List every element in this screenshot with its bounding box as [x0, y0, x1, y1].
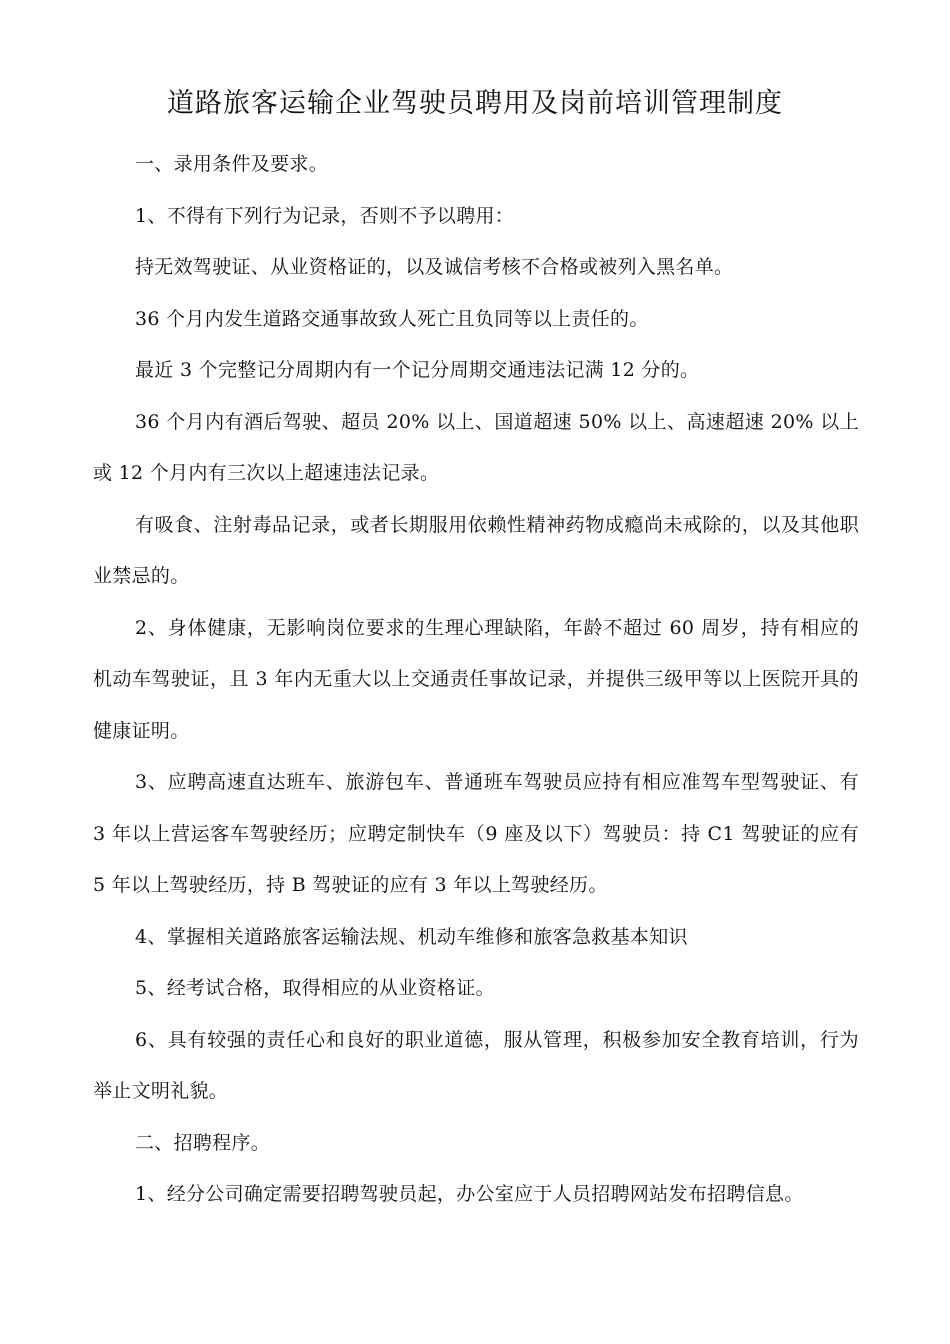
document-body — [93, 139, 859, 1221]
paragraph: 有吸食、注射毒品记录，或者长期服用依赖性精神药物成瘾尚未戒除的，以及其他职业禁忌的。 — [93, 513, 859, 587]
paragraph: 3、应聘高速直达班车、旅游包车、普通班车驾驶员应持有相应准驾车型驾驶证、有 3 年以上营运客车驾驶经历；应聘定制快车（9 座及以下）驾驶员：持 C1 驾驶证的应有 5 年以上驾驶经历，持 B 驾驶证的应有 3 年以上驾驶经历。 — [93, 771, 859, 896]
paragraph: 1、经分公司确定需要招聘驾驶员起，办公室应于人员招聘网站发布招聘信息。 — [135, 1183, 804, 1205]
paragraph: 2、身体健康，无影响岗位要求的生理心理缺陷，年龄不超过 60 周岁，持有相应的机动车驾驶证，且 3 年内无重大以上交通责任事故记录，并提供三级甲等以上医院开具的健康证明。 — [93, 616, 859, 742]
section-heading-1: 一、录用条件及要求。 — [135, 153, 329, 175]
paragraph: 5、经考试合格，取得相应的从业资格证。 — [135, 977, 495, 999]
paragraph: 4、掌握相关道路旅客运输法规、机动车维修和旅客急救基本知识 — [135, 925, 688, 948]
paragraph: 6、具有较强的责任心和良好的职业道德，服从管理，积极参加安全教育培训，行为举止文明礼貌。 — [93, 1028, 859, 1102]
paragraph: 1、不得有下列行为记录，否则不予以聘用： — [135, 204, 515, 227]
paragraph: 最近 3 个完整记分周期内有一个记分周期交通违法记满 12 分的。 — [135, 359, 700, 381]
section-heading-2: 二、招聘程序。 — [135, 1131, 271, 1154]
paragraph: 36 个月内有酒后驾驶、超员 20% 以上、国道超速 50% 以上、高速超速 20% 以上或 12 个月内有三次以上超速违法记录。 — [93, 410, 859, 484]
paragraph: 持无效驾驶证、从业资格证的，以及诚信考核不合格或被列入黑名单。 — [135, 256, 734, 278]
paragraph: 36 个月内发生道路交通事故致人死亡且负同等以上责任的。 — [135, 307, 649, 330]
document-title: 道路旅客运输企业驾驶员聘用及岗前培训管理制度 — [167, 88, 783, 119]
